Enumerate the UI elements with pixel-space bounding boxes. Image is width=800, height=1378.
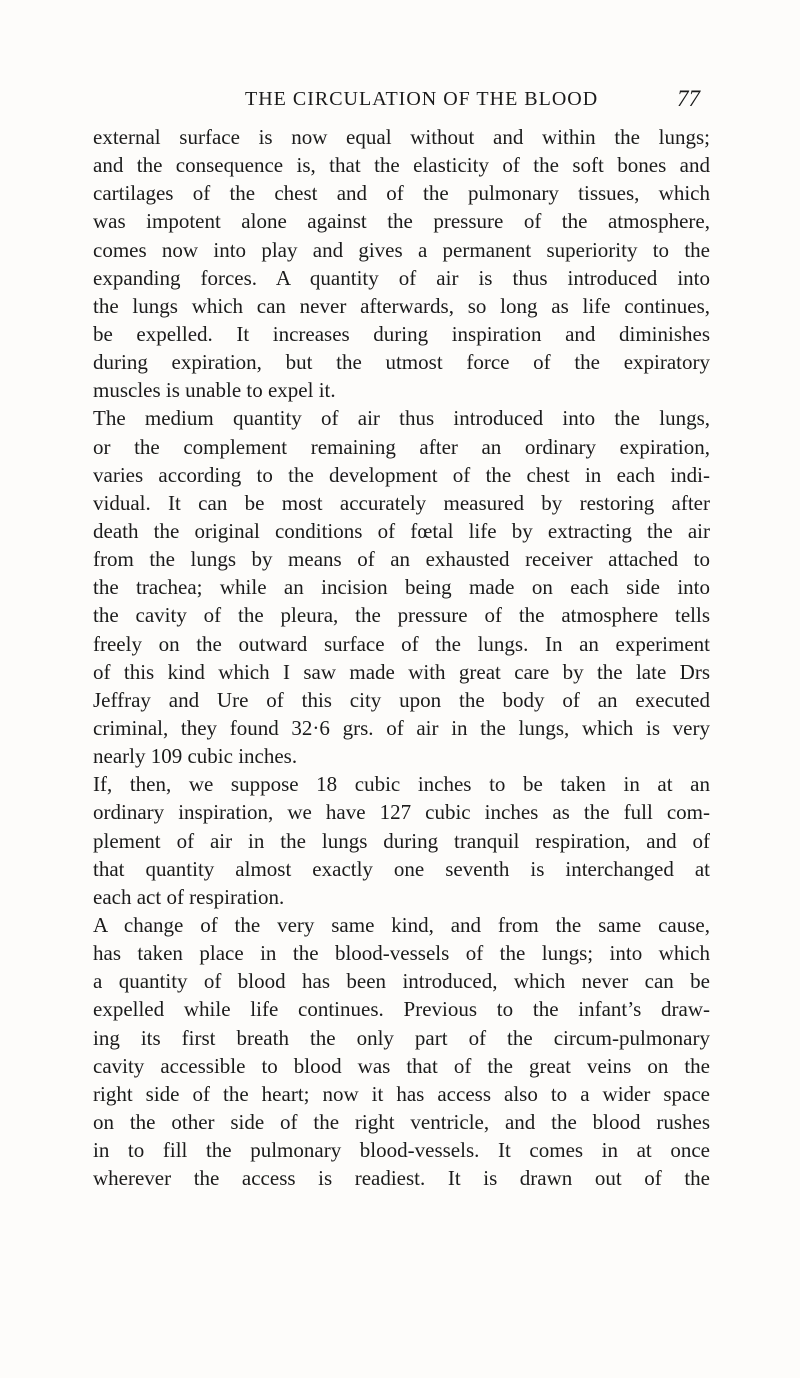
text-line: on the other side of the right ventricle, and the blood rushes <box>93 1109 710 1134</box>
text-line: criminal, they found 32·6 grs. of air in the lungs, which is very <box>93 715 710 740</box>
text-line: from the lungs by means of an exhausted receiver attached to <box>93 547 710 572</box>
text-line: plement of air in the lungs during tranquil respiration, and of <box>93 828 710 853</box>
text-line: Jeffray and Ure of this city upon the body of an executed <box>93 687 710 712</box>
text-line: the lungs which can never afterwards, so long as life continues, <box>93 293 710 318</box>
running-head <box>0 88 800 116</box>
text-line: a quantity of blood has been introduced, which never can be <box>93 969 710 994</box>
text-line: muscles is unable to expel it. <box>93 378 336 403</box>
text-line: nearly 109 cubic inches. <box>93 744 298 769</box>
text-line: freely on the outward surface of the lungs. In an experiment <box>93 631 710 656</box>
text-line: the cavity of the pleura, the pressure of the atmosphere tells <box>93 603 710 628</box>
text-line: The medium quantity of air thus introduced into the lungs, <box>93 406 710 431</box>
page-number: 77 <box>677 86 700 111</box>
text-line: or the complement remaining after an ordinary expiration, <box>93 434 710 459</box>
text-line: A change of the very same kind, and from the same cause, <box>93 912 710 937</box>
text-line: cartilages of the chest and of the pulmonary tissues, which <box>93 181 710 206</box>
text-line: and the consequence is, that the elasticity of the soft bones and <box>93 153 710 178</box>
text-line: cavity accessible to blood was that of the great veins on the <box>93 1053 710 1078</box>
text-line: comes now into play and gives a permanent superiority to the <box>93 237 710 262</box>
text-line: varies according to the development of the chest in each indi- <box>93 462 710 487</box>
text-line: the trachea; while an incision being made on each side into <box>93 575 710 600</box>
text-line: ing its first breath the only part of the circum-pulmonary <box>93 1025 710 1050</box>
text-line: be expelled. It increases during inspiration and diminishes <box>93 321 710 346</box>
text-line: of this kind which I saw made with great care by the late Drs <box>93 659 710 684</box>
text-line: in to fill the pulmonary blood-vessels. It comes in at once <box>93 1138 710 1163</box>
text-line: vidual. It can be most accurately measured by restoring after <box>93 490 710 515</box>
text-line: ordinary inspiration, we have 127 cubic inches as the full com- <box>93 800 710 825</box>
text-line: right side of the heart; now it has access also to a wider space <box>93 1081 710 1106</box>
text-line: expelled while life continues. Previous to the infant’s draw- <box>93 997 710 1022</box>
text-line: during expiration, but the utmost force of the expiratory <box>93 350 710 375</box>
text-line: external surface is now equal without and within the lungs; <box>93 125 710 149</box>
running-title: THE CIRCULATION OF THE BLOOD <box>245 88 599 110</box>
text-line: expanding forces. A quantity of air is thus introduced into <box>93 265 710 290</box>
text-line: If, then, we suppose 18 cubic inches to be taken in at an <box>93 772 710 797</box>
text-line: was impotent alone against the pressure of the atmosphere, <box>93 209 710 234</box>
body-text <box>93 123 710 1192</box>
text-line: wherever the access is readiest. It is drawn out of the <box>93 1166 710 1191</box>
text-line: each act of respiration. <box>93 884 285 909</box>
text-line: has taken place in the blood-vessels of the lungs; into which <box>93 941 710 966</box>
text-line: death the original conditions of fœtal life by extracting the air <box>93 518 710 543</box>
text-line: that quantity almost exactly one seventh is interchanged at <box>93 856 710 881</box>
